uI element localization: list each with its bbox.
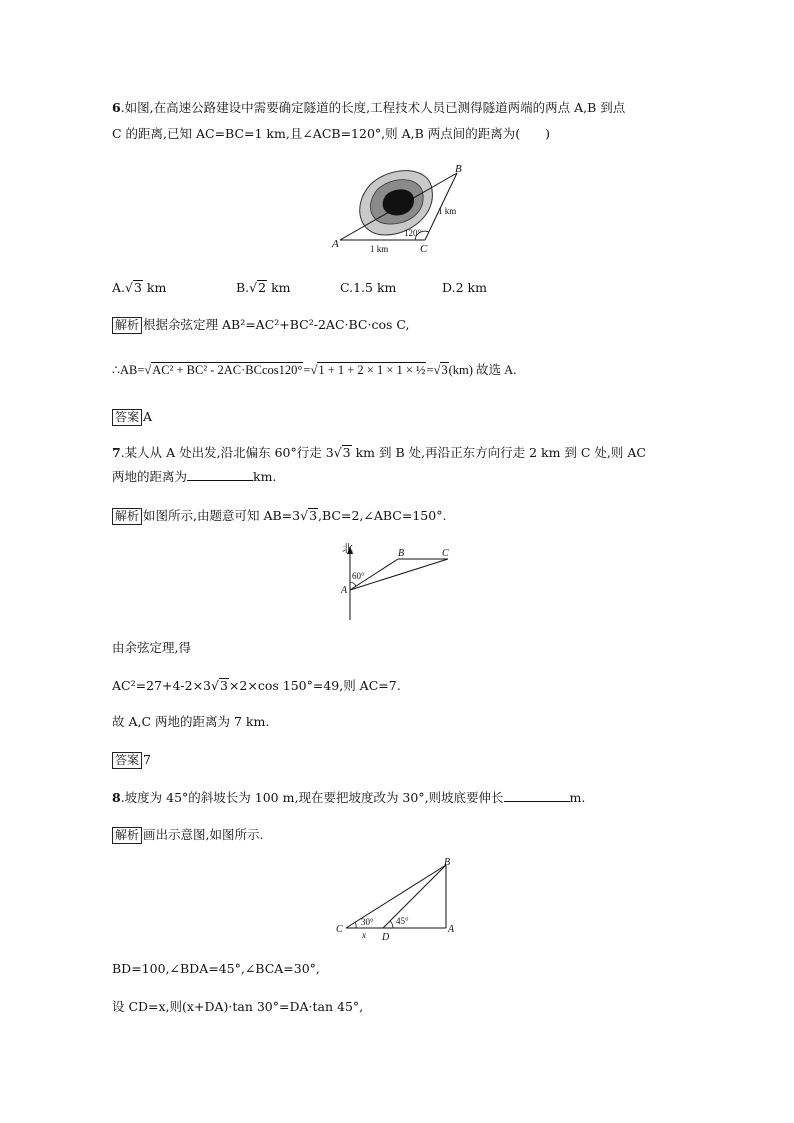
- analysis-tag: 解析: [112, 827, 142, 844]
- q6-line1: [112, 96, 692, 120]
- q7-line2: 两地的距离为 km.: [112, 469, 277, 484]
- q6-answer-value: A: [143, 409, 153, 424]
- q8-line1: 8.坡度为 45°的斜坡长为 100 m,现在要把坡度改为 30°,则坡底要伸长 m.: [112, 790, 586, 805]
- q6-analysis: [112, 313, 692, 337]
- q6-tunnel-figure: [330, 160, 480, 255]
- label-b: B: [444, 857, 451, 868]
- q7-line1: 7.某人从 A 处出发,沿北偏东 60°行走 3√3 km 到 B 处,再沿正东方向行走 2 km 到 C 处,则 AC: [112, 445, 646, 460]
- label-a: A: [332, 238, 339, 250]
- q6-line2: [112, 122, 692, 146]
- q6-analysis-line1: 根据余弦定理 AB²=AC²+BC²-2AC·BC·cos C,: [143, 317, 410, 332]
- line-db: [383, 865, 446, 928]
- side-bc-label: 1 km: [438, 206, 457, 216]
- north-label: 北: [342, 543, 353, 555]
- q7-calc: AC²=27+4-2×3√3×2×cos 150°=49,则 AC=7.: [112, 678, 401, 693]
- side-ac-label: 1 km: [370, 244, 389, 254]
- q7-number: 7: [112, 445, 121, 460]
- q6-answer: [112, 405, 692, 429]
- q8-number: 8: [112, 790, 121, 805]
- answer-tag: 答案: [112, 752, 142, 769]
- label-x: x: [362, 930, 366, 940]
- angle-30-arc: [355, 922, 356, 928]
- q7-analysis: 解析 如图所示,由题意可知 AB=3√3,BC=2,∠ABC=150°.: [112, 504, 692, 528]
- label-c: C: [336, 924, 343, 935]
- q6-number: 6: [112, 100, 121, 115]
- q8-answer-blank: [504, 789, 570, 802]
- label-b: B: [455, 163, 462, 175]
- label-d: D: [382, 932, 390, 943]
- option-d: D.2 km: [442, 280, 487, 295]
- answer-tag: 答案: [112, 409, 142, 426]
- label-a: A: [448, 924, 455, 935]
- q6-options: [112, 276, 692, 300]
- q6-text-line2: C 的距离,已知 AC=BC=1 km,且∠ACB=120°,则 A,B 两点间的距离为( ): [112, 126, 551, 141]
- angle-30-label: 30°: [361, 917, 374, 927]
- q7-bearing-figure: [338, 542, 463, 622]
- option-a: A.√3 km: [112, 280, 167, 295]
- angle-45-arc: [390, 921, 393, 928]
- q8-setup: 设 CD=x,则(x+DA)·tan 30°=DA·tan 45°,: [112, 999, 364, 1014]
- label-c: C: [442, 548, 449, 559]
- q6-analysis-formula: ∴AB=√AC² + BC² - 2AC·BCcos120°=√1 + 1 + 2 × 1 × 1 × ½=√3(km) 故选 A.: [112, 363, 517, 377]
- label-b: B: [398, 548, 405, 559]
- q7-answer-value: 7: [143, 752, 151, 767]
- angle-label: 60°: [352, 571, 365, 581]
- analysis-tag: 解析: [112, 317, 142, 334]
- analysis-tag: 解析: [112, 508, 142, 525]
- option-c: C.1.5 km: [340, 280, 397, 295]
- line-ac: [350, 559, 448, 590]
- q8-given: BD=100,∠BDA=45°,∠BCA=30°,: [112, 961, 320, 976]
- angle-label: 120°: [404, 228, 422, 238]
- option-b: B.√2 km: [236, 280, 291, 295]
- angle-arc: [350, 582, 356, 586]
- label-c: C: [420, 243, 428, 255]
- q7-answer-blank: [187, 468, 253, 481]
- q6-text-line1: .如图,在高速公路建设中需要确定隧道的长度,工程技术人员已测得隧道两端的两点 A,B 到点: [120, 100, 626, 115]
- label-a: A: [341, 585, 348, 596]
- q7-conclusion: 故 A,C 两地的距离为 7 km.: [112, 714, 270, 729]
- angle-45-label: 45°: [396, 916, 409, 926]
- q8-slope-figure: [334, 858, 464, 943]
- q7-law: 由余弦定理,得: [112, 640, 191, 655]
- q8-analysis: 解析 画出示意图,如图所示.: [112, 823, 692, 847]
- q7-answer: [112, 748, 692, 772]
